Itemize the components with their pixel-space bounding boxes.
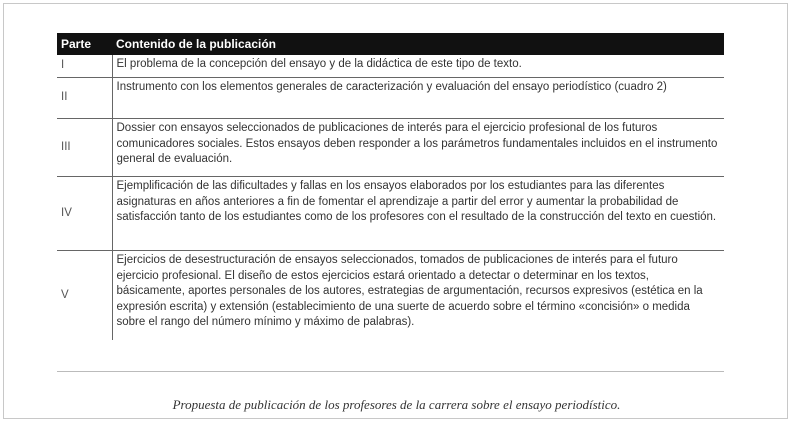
part-cell: V xyxy=(57,251,112,341)
part-cell: II xyxy=(57,78,112,119)
table-header-row xyxy=(57,33,724,55)
content-cell: Dossier con ensayos seleccionados de publicaciones de interés para el ejercicio profesional de los futuros comunicadores sociales. Estos ensayos deben responder a los parámetros fundamentales incluidos en el instrumento general de evaluación. xyxy=(112,119,724,177)
table-row xyxy=(57,78,724,119)
part-cell: IV xyxy=(57,177,112,251)
content-cell: Ejemplificación de las dificultades y fallas en los ensayos elaborados por los estudiantes para las diferentes asignaturas en años anteriores a fin de fomentar el aprendizaje a partir del error y aumentar la probabilidad de satisfacción tanto de los estudiantes como de los profesores con el resultado de la construcción del texto en cuestión. xyxy=(112,177,724,251)
content-cell: El problema de la concepción del ensayo y de la didáctica de este tipo de texto. xyxy=(112,55,724,78)
table-row xyxy=(57,119,724,177)
content-cell: Ejercicios de desestructuración de ensayos seleccionados, tomados de publicaciones de interés para el futuro ejercicio profesional. El diseño de estos ejercicios estará orientado a detectar o determinar en los textos, básicamente, aportes personales de los autores, estrategias de argumentación, recursos expresivos (estética en la expresión escrita) y extensión (establecimiento de una suerte de acuerdo sobre el término «concisión» o medida sobre el rango del número mínimo y máximo de palabras). xyxy=(116,254,703,328)
part-cell: III xyxy=(57,119,112,177)
table-row xyxy=(57,177,724,251)
content-cell: Instrumento con los elementos generales de caracterización y evaluación del ensayo periodístico (cuadro 2) xyxy=(112,78,724,119)
table-row xyxy=(57,251,724,341)
figure-caption: Propuesta de publicación de los profesores de la carrera sobre el ensayo periodístico. xyxy=(172,397,621,412)
header-part: Parte xyxy=(57,33,112,55)
header-content: Contenido de la publicación xyxy=(112,33,724,55)
table-row xyxy=(57,55,724,78)
part-cell: I xyxy=(57,55,112,78)
caption-divider xyxy=(57,371,724,372)
publication-table xyxy=(57,33,724,340)
